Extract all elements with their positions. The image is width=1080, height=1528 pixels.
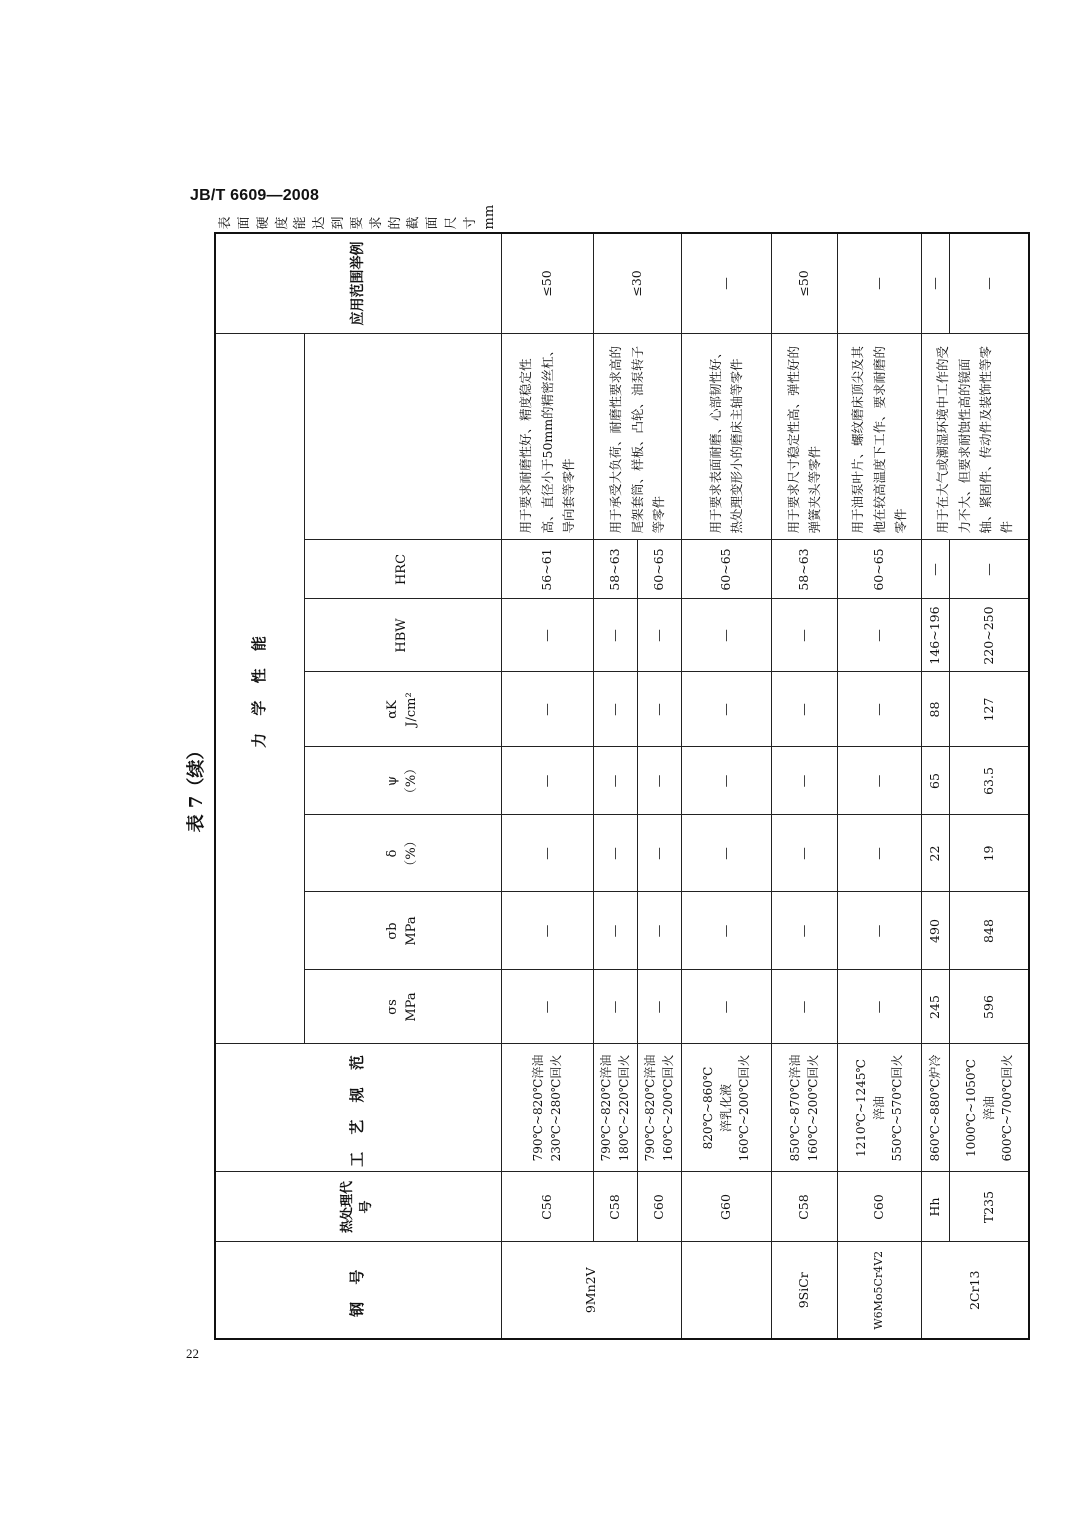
cell-delta: — [837, 815, 921, 892]
cell-psi: — [501, 747, 593, 815]
cell-hrc: 60~65 [837, 540, 921, 599]
cell-steel-empty [681, 1242, 771, 1339]
cell-ak: 88 [921, 672, 949, 747]
cell-steel: 9SiCr [771, 1242, 837, 1339]
cell-application: 用于承受大负荷、耐磨性要求高的尾架套筒、样板、凸轮、油泵转子等零件 [593, 334, 681, 540]
cell-psi: — [637, 747, 681, 815]
cell-sigma-s: — [593, 970, 637, 1044]
cell-surface: ≤30 [593, 233, 681, 334]
header-application: 应用范围举例 [215, 233, 501, 334]
cell-sigma-s: 245 [921, 970, 949, 1044]
cell-process: 850℃~870℃淬油 160℃~200℃回火 [771, 1044, 837, 1172]
cell-hbw: — [771, 599, 837, 672]
cell-code: C58 [593, 1172, 637, 1242]
cell-surface: — [921, 233, 949, 334]
cell-sigma-s: — [637, 970, 681, 1044]
cell-hrc: 60~65 [681, 540, 771, 599]
cell-sigma-b: — [837, 892, 921, 970]
cell-surface: ≤50 [771, 233, 837, 334]
cell-code: C60 [837, 1172, 921, 1242]
cell-psi: — [837, 747, 921, 815]
table-row [837, 233, 921, 1339]
cell-process: 790℃~820℃淬油 180℃~220℃回火 [593, 1044, 637, 1172]
cell-application: 用于在大气或潮湿环境中工作的受力不大、但要求耐蚀性高的镜面轴、紧固件、传动件及装饰性等零件 [921, 334, 1029, 540]
cell-code: T235 [949, 1172, 1029, 1242]
cell-code: G60 [681, 1172, 771, 1242]
cell-delta: — [593, 815, 637, 892]
cell-surface: — [837, 233, 921, 334]
cell-delta: — [681, 815, 771, 892]
cell-sigma-b: 848 [949, 892, 1029, 970]
table-row [921, 233, 949, 1339]
cell-process: 790℃~820℃淬油 230℃~280℃回火 [501, 1044, 593, 1172]
rotated-table-area [182, 204, 1015, 1342]
cell-process: 1000℃~1050℃ 淬油 600℃~700℃回火 [949, 1044, 1029, 1172]
cell-psi: 63.5 [949, 747, 1029, 815]
cell-code: Hh [921, 1172, 949, 1242]
cell-steel-2cr13: 2Cr13 [921, 1242, 1029, 1339]
cell-application: 用于油泵叶片、螺纹磨床顶尖及其他在较高温度下工作、要求耐磨的零件 [837, 334, 921, 540]
cell-surface: ≤50 [501, 233, 593, 334]
cell-delta: — [771, 815, 837, 892]
cell-process: 790℃~820℃淬油 160℃~200℃回火 [637, 1044, 681, 1172]
standard-code: JB/T 6609—2008 [190, 187, 320, 204]
cell-ak: — [593, 672, 637, 747]
header-steel: 钢 号 [215, 1242, 501, 1339]
header-sigma-b: σb MPa [304, 892, 501, 970]
cell-sigma-b: — [637, 892, 681, 970]
cell-steel-9mn2v: 9Mn2V [501, 1242, 681, 1339]
cell-ak: — [837, 672, 921, 747]
cell-hbw: — [501, 599, 593, 672]
cell-process: 820℃~860℃ 淬乳化液 160℃~200℃回火 [681, 1044, 771, 1172]
table-row [771, 233, 837, 1339]
cell-delta: — [637, 815, 681, 892]
header-delta: δ （%） [304, 815, 501, 892]
cell-delta: 22 [921, 815, 949, 892]
cell-hrc: — [949, 540, 1029, 599]
cell-hbw: — [637, 599, 681, 672]
cell-process: 1210℃~1245℃ 淬油 550℃~570℃回火 [837, 1044, 921, 1172]
cell-hbw: 146~196 [921, 599, 949, 672]
cell-ak: 127 [949, 672, 1029, 747]
cell-ak: — [681, 672, 771, 747]
cell-sigma-s: — [771, 970, 837, 1044]
cell-psi: 65 [921, 747, 949, 815]
cell-application: 用于要求耐磨性好、精度稳定性高、直径小于50mm的精密丝杠、导向套等零件 [501, 334, 593, 540]
cell-hrc: 58~63 [593, 540, 637, 599]
cell-delta: — [501, 815, 593, 892]
cell-surface: — [949, 233, 1029, 334]
cell-psi: — [593, 747, 637, 815]
cell-steel: W6Mo5Cr4V2 [837, 1242, 921, 1339]
cell-sigma-b: — [501, 892, 593, 970]
cell-hbw: — [681, 599, 771, 672]
cell-application: 用于要求尺寸稳定性高、弹性好的弹簧夹头等零件 [771, 334, 837, 540]
cell-psi: — [771, 747, 837, 815]
cell-sigma-s: — [681, 970, 771, 1044]
cell-ak: — [501, 672, 593, 747]
cell-hrc: 58~63 [771, 540, 837, 599]
cell-sigma-b: 490 [921, 892, 949, 970]
cell-code: C60 [637, 1172, 681, 1242]
cell-surface: — [681, 233, 771, 334]
header-sigma-s: σs MPa [304, 970, 501, 1044]
header-code: 热处理代号 [215, 1172, 501, 1242]
cell-psi: — [681, 747, 771, 815]
cell-hbw: 220~250 [949, 599, 1029, 672]
cell-code: C58 [771, 1172, 837, 1242]
header-row-1: 钢 号 热处理代号 工 艺 规 范 力 学 性 能 应用范围举例 表面硬度能 达到要求的 截面尺寸 mm [215, 233, 304, 1339]
cell-sigma-s: — [501, 970, 593, 1044]
cell-application: 用于要求表面耐磨、心部韧性好、热处理变形小的磨床主轴等零件 [681, 334, 771, 540]
cell-sigma-b: — [681, 892, 771, 970]
cell-code: C56 [501, 1172, 593, 1242]
cell-ak: — [637, 672, 681, 747]
header-hrc: HRC [304, 540, 501, 599]
cell-hrc: 60~65 [637, 540, 681, 599]
header-hbw: HBW [304, 599, 501, 672]
header-mechanical-properties: 力 学 性 能 [215, 334, 304, 1044]
table-row [593, 233, 637, 1339]
cell-sigma-s: — [837, 970, 921, 1044]
table-row [681, 233, 771, 1339]
cell-hrc: 56~61 [501, 540, 593, 599]
header-ak: αK J/cm² [304, 672, 501, 747]
cell-sigma-b: — [771, 892, 837, 970]
table-row [501, 233, 593, 1339]
cell-process: 860℃~880℃炉冷 [921, 1044, 949, 1172]
properties-table [214, 204, 1030, 1340]
header-psi: ψ （%） [304, 747, 501, 815]
cell-hbw: — [837, 599, 921, 672]
cell-ak: — [771, 672, 837, 747]
header-process: 工 艺 规 范 [215, 1044, 501, 1172]
table-caption: 表 7（续） [186, 741, 207, 833]
cell-hrc: — [921, 540, 949, 599]
cell-sigma-b: — [593, 892, 637, 970]
cell-hbw: — [593, 599, 637, 672]
rotated-table-frame [182, 204, 1015, 1342]
cell-sigma-s: 596 [949, 970, 1029, 1044]
cell-delta: 19 [949, 815, 1029, 892]
page-number: 22 [186, 1346, 199, 1361]
